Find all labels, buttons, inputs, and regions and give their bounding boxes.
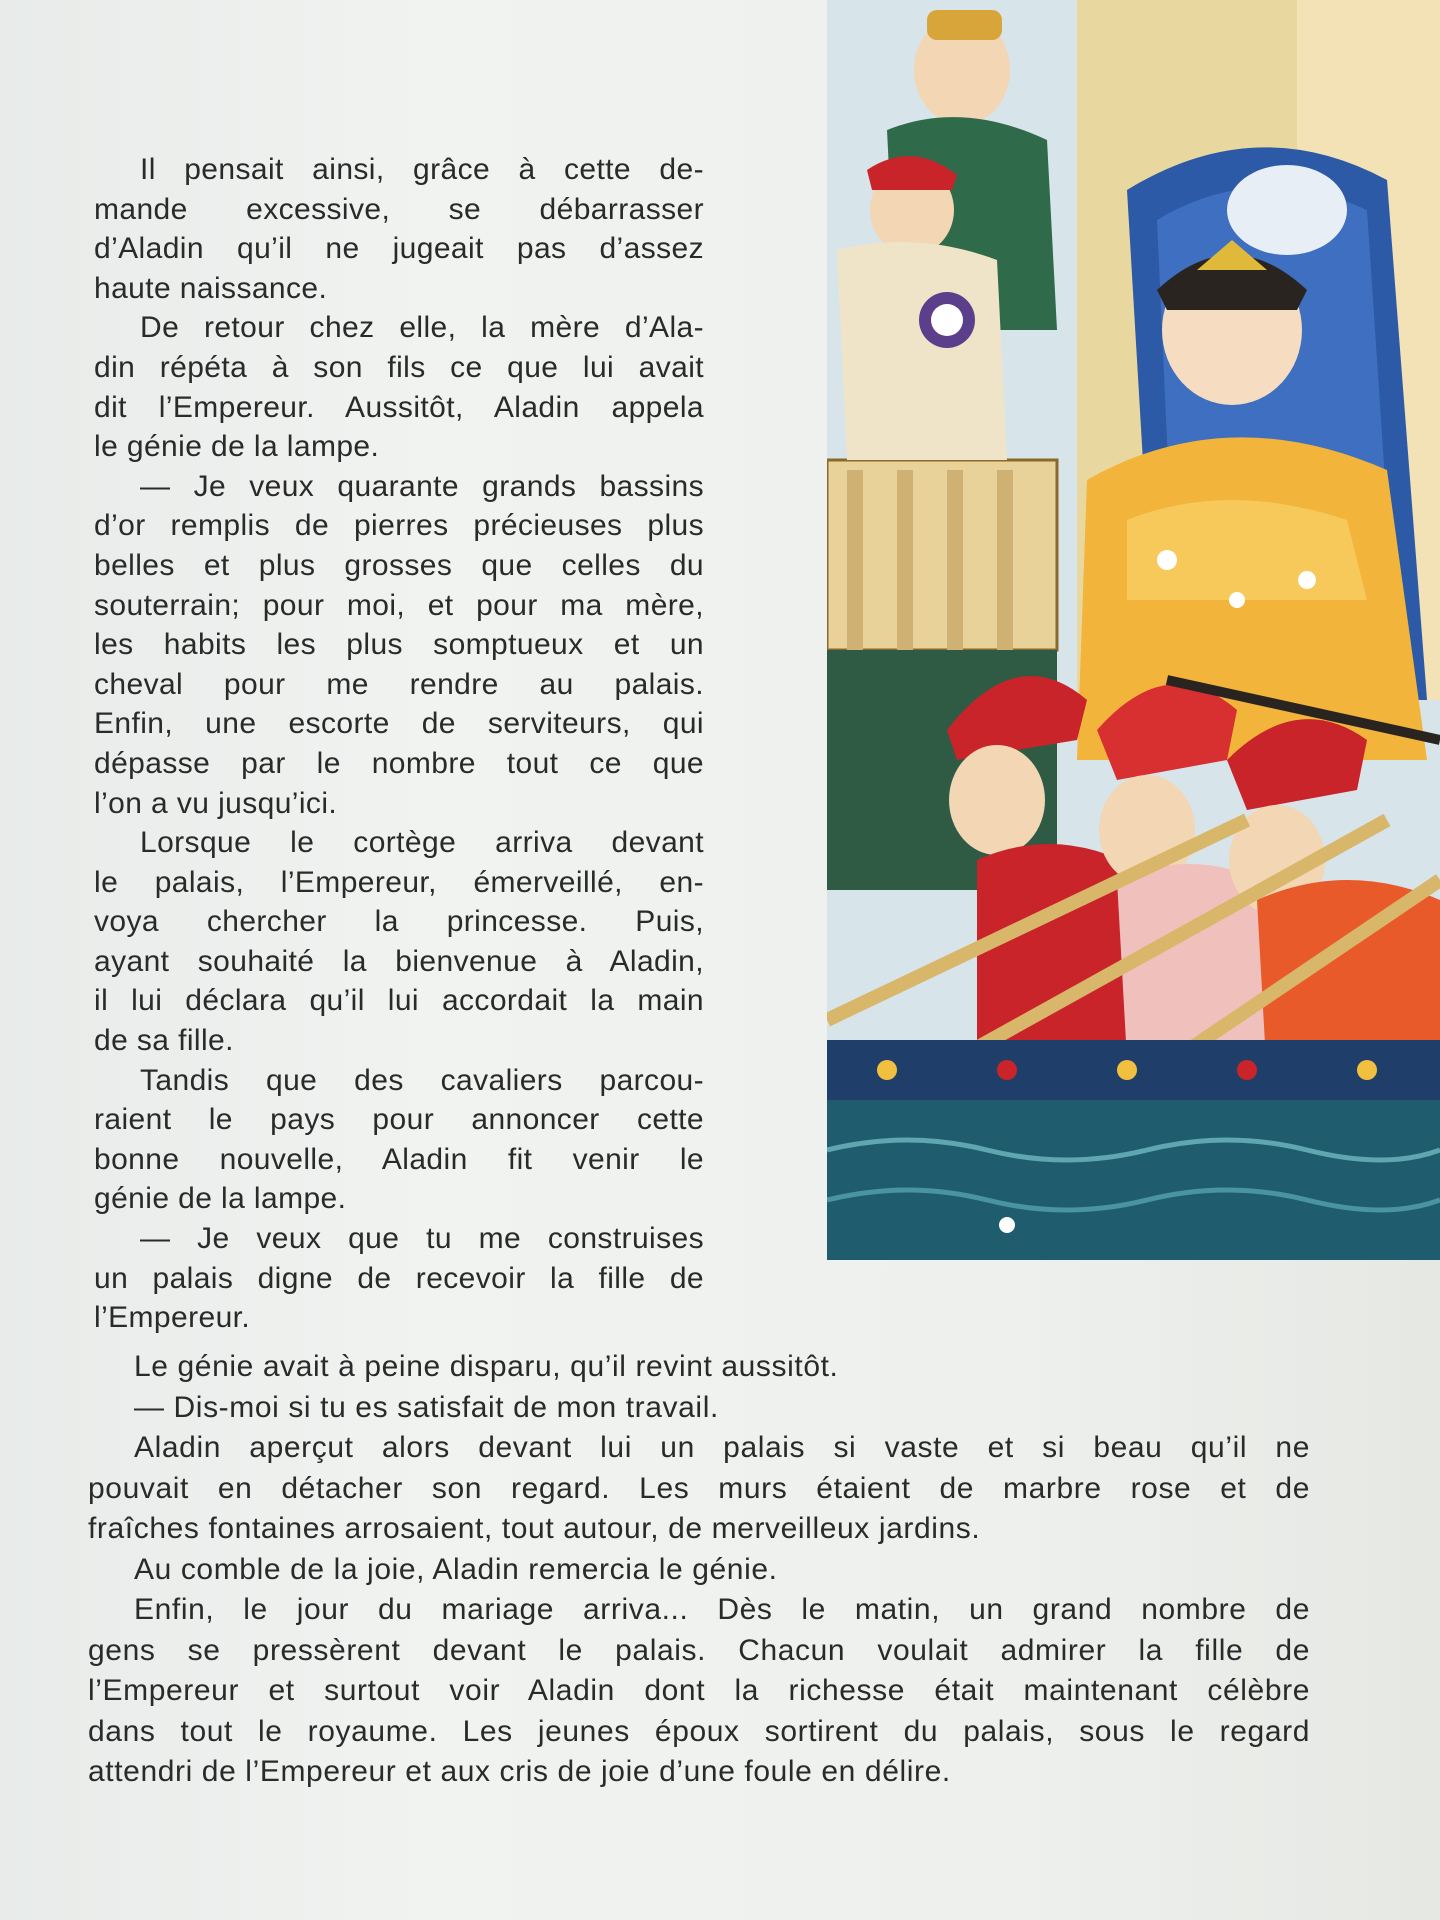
text-line: mande excessive, se débarrasser: [94, 192, 704, 226]
text-line: le génie de la lampe.: [94, 430, 380, 464]
text-line: Au comble de la joie, Aladin remercia le génie.: [134, 1552, 778, 1586]
text-line: d’Aladin qu’il ne jugeait pas d’assez: [94, 232, 704, 266]
text-line: l’Empereur.: [94, 1301, 251, 1335]
text-line: Lorsque le cortège arriva devant: [140, 826, 704, 860]
text-line: Aladin aperçut alors devant lui un palais si vaste et si beau qu’il ne: [134, 1431, 1310, 1464]
text-full-width: [88, 1347, 1310, 1793]
text-line: Le génie avait à peine disparu, qu’il revint aussitôt.: [134, 1350, 839, 1383]
text-line: génie de la lampe.: [94, 1182, 347, 1216]
text-line: ayant souhaité la bienvenue à Aladin,: [94, 944, 704, 978]
text-line: l’Empereur et surtout voir Aladin dont la richesse était maintenant célèbre: [88, 1674, 1310, 1707]
text-line: — Je veux quarante grands bassins: [140, 469, 704, 503]
text-line: din répéta à son fils ce que lui avait: [94, 350, 704, 384]
text-line: belles et plus grosses que celles du: [94, 548, 704, 582]
text-line: cheval pour me rendre au palais.: [94, 667, 704, 701]
boat-procession-illustration: [827, 0, 1440, 1260]
text-line: bonne nouvelle, Aladin fit venir le: [94, 1142, 704, 1176]
text-column: [94, 150, 704, 1338]
text-line: Il pensait ainsi, grâce à cette de-: [140, 153, 704, 186]
text-line: De retour chez elle, la mère d’Ala-: [140, 311, 704, 345]
text-line: dans tout le royaume. Les jeunes époux sortirent du palais, sous le regard: [88, 1714, 1310, 1748]
story-illustration: [827, 0, 1440, 1260]
text-line: pouvait en détacher son regard. Les murs étaient de marbre rose et de: [88, 1471, 1310, 1505]
text-line: attendri de l’Empereur et aux cris de joie d’une foule en délire.: [88, 1755, 951, 1788]
text-line: gens se pressèrent devant le palais. Chacun voulait admirer la fille de: [88, 1633, 1310, 1667]
text-line: Enfin, une escorte de serviteurs, qui: [94, 707, 704, 741]
text-line: d’or remplis de pierres précieuses plus: [94, 509, 704, 543]
text-line: souterrain; pour moi, et pour ma mère,: [94, 588, 704, 622]
text-line: de sa fille.: [94, 1024, 234, 1058]
text-line: voya chercher la princesse. Puis,: [94, 905, 704, 939]
text-line: fraîches fontaines arrosaient, tout autour, de merveilleux jardins.: [88, 1512, 981, 1545]
text-line: Enfin, le jour du mariage arriva... Dès le matin, un grand nombre de: [134, 1593, 1310, 1626]
text-line: l’on a vu jusqu’ici.: [94, 786, 338, 820]
text-line: le palais, l’Empereur, émerveillé, en-: [94, 865, 704, 899]
text-line: haute naissance.: [94, 271, 328, 305]
text-line: — Je veux que tu me construises: [140, 1222, 704, 1256]
text-line: les habits les plus somptueux et un: [94, 628, 704, 662]
text-line: il lui déclara qu’il lui accordait la main: [94, 984, 704, 1018]
text-line: dépasse par le nombre tout ce que: [94, 746, 704, 780]
text-line: Tandis que des cavaliers parcou-: [140, 1063, 704, 1097]
text-line: raient le pays pour annoncer cette: [94, 1103, 704, 1137]
text-line: dit l’Empereur. Aussitôt, Aladin appela: [94, 390, 704, 424]
text-line: — Dis-moi si tu es satisfait de mon travail.: [134, 1390, 719, 1424]
text-line: un palais digne de recevoir la fille de: [94, 1261, 704, 1295]
